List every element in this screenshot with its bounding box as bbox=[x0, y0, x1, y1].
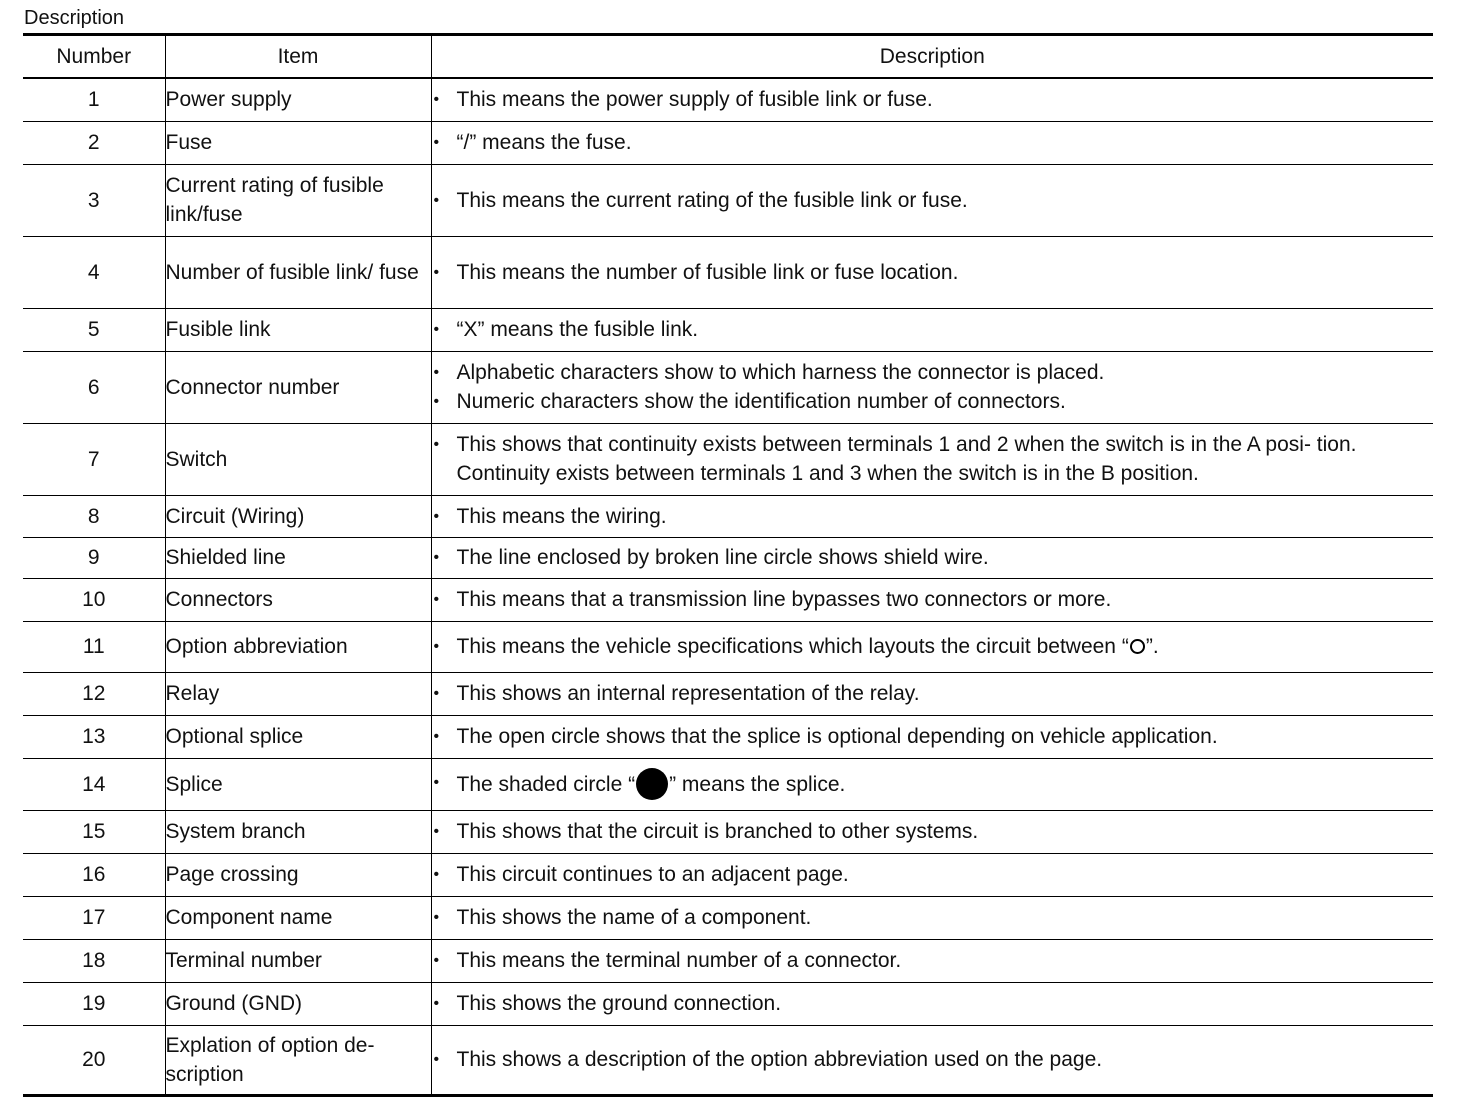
row-description bbox=[431, 578, 1433, 621]
description-bullet: • This means the terminal number of a connector. bbox=[432, 946, 1434, 975]
description-bullet: • The line enclosed by broken line circle shows shield wire. bbox=[432, 543, 1434, 572]
row-item: Explation of option de- scription bbox=[165, 1025, 431, 1095]
row-number: 3 bbox=[23, 164, 165, 236]
open-circle-icon bbox=[1130, 639, 1145, 654]
row-description bbox=[431, 1025, 1433, 1095]
row-number: 15 bbox=[23, 810, 165, 853]
header-row bbox=[23, 35, 1433, 79]
row-number: 9 bbox=[23, 537, 165, 578]
row-description bbox=[431, 810, 1433, 853]
description-text: ”. bbox=[1145, 635, 1159, 658]
row-item: Component name bbox=[165, 896, 431, 939]
table-caption: Description bbox=[24, 7, 125, 29]
table-row bbox=[23, 578, 1433, 621]
header-number: Number bbox=[23, 35, 165, 79]
row-item: Switch bbox=[165, 423, 431, 495]
row-description bbox=[431, 939, 1433, 982]
description-table bbox=[23, 33, 1433, 1097]
row-description bbox=[431, 715, 1433, 758]
description-bullet: • This means the wiring. bbox=[432, 502, 1434, 531]
description-text: ” means the splice. bbox=[669, 773, 846, 796]
description-bullet: • This means that a transmission line bypasses two connectors or more. bbox=[432, 585, 1434, 614]
table-row bbox=[23, 621, 1433, 672]
description-bullet: • This shows an internal representation of the relay. bbox=[432, 679, 1434, 708]
description-bullet: • This shows the name of a component. bbox=[432, 903, 1434, 932]
row-number: 2 bbox=[23, 121, 165, 164]
table-row bbox=[23, 715, 1433, 758]
description-bullet: • This shows the ground connection. bbox=[432, 989, 1434, 1018]
row-description bbox=[431, 672, 1433, 715]
filled-circle-icon bbox=[636, 768, 668, 800]
table-row bbox=[23, 982, 1433, 1025]
table-row bbox=[23, 1025, 1433, 1095]
row-item: Connectors bbox=[165, 578, 431, 621]
row-number: 13 bbox=[23, 715, 165, 758]
row-item: System branch bbox=[165, 810, 431, 853]
row-item: Number of fusible link/ fuse bbox=[165, 236, 431, 308]
row-number: 14 bbox=[23, 758, 165, 810]
row-item: Page crossing bbox=[165, 853, 431, 896]
row-description bbox=[431, 351, 1433, 423]
table-row bbox=[23, 758, 1433, 810]
table-row bbox=[23, 810, 1433, 853]
table-row bbox=[23, 236, 1433, 308]
description-bullet bbox=[432, 632, 1434, 661]
table-row bbox=[23, 537, 1433, 578]
table-row bbox=[23, 495, 1433, 537]
row-item: Option abbreviation bbox=[165, 621, 431, 672]
row-item: Power supply bbox=[165, 78, 431, 121]
row-description bbox=[431, 896, 1433, 939]
row-item: Shielded line bbox=[165, 537, 431, 578]
row-description bbox=[431, 236, 1433, 308]
table-row bbox=[23, 351, 1433, 423]
row-number: 1 bbox=[23, 78, 165, 121]
row-number: 6 bbox=[23, 351, 165, 423]
row-number: 7 bbox=[23, 423, 165, 495]
table-row bbox=[23, 78, 1433, 121]
row-item: Connector number bbox=[165, 351, 431, 423]
description-text: The shaded circle “ bbox=[456, 773, 636, 796]
description-bullet: • This means the power supply of fusible link or fuse. bbox=[432, 85, 1434, 114]
row-description bbox=[431, 758, 1433, 810]
row-description bbox=[431, 121, 1433, 164]
row-item: Splice bbox=[165, 758, 431, 810]
description-bullet: • “X” means the fusible link. bbox=[432, 315, 1434, 344]
row-number: 18 bbox=[23, 939, 165, 982]
description-bullet: • This shows a description of the option abbreviation used on the page. bbox=[432, 1045, 1434, 1074]
row-number: 16 bbox=[23, 853, 165, 896]
row-number: 5 bbox=[23, 308, 165, 351]
table-row bbox=[23, 896, 1433, 939]
table-row bbox=[23, 672, 1433, 715]
row-description bbox=[431, 164, 1433, 236]
description-bullet bbox=[432, 768, 1434, 800]
row-item: Fuse bbox=[165, 121, 431, 164]
description-bullet: • This circuit continues to an adjacent page. bbox=[432, 860, 1434, 889]
row-item: Ground (GND) bbox=[165, 982, 431, 1025]
row-description bbox=[431, 495, 1433, 537]
row-number: 20 bbox=[23, 1025, 165, 1095]
row-item: Terminal number bbox=[165, 939, 431, 982]
table-row bbox=[23, 423, 1433, 495]
row-description bbox=[431, 537, 1433, 578]
row-number: 17 bbox=[23, 896, 165, 939]
row-item: Optional splice bbox=[165, 715, 431, 758]
row-item: Relay bbox=[165, 672, 431, 715]
row-number: 4 bbox=[23, 236, 165, 308]
table-row bbox=[23, 121, 1433, 164]
row-description bbox=[431, 621, 1433, 672]
row-number: 19 bbox=[23, 982, 165, 1025]
description-bullet: • Alphabetic characters show to which harness the connector is placed. bbox=[432, 358, 1434, 387]
row-description bbox=[431, 308, 1433, 351]
row-description bbox=[431, 78, 1433, 121]
row-item: Circuit (Wiring) bbox=[165, 495, 431, 537]
row-number: 8 bbox=[23, 495, 165, 537]
description-bullet: • The open circle shows that the splice is optional depending on vehicle application. bbox=[432, 722, 1434, 751]
table-row bbox=[23, 164, 1433, 236]
description-text: This means the vehicle specifications which layouts the circuit between “ bbox=[456, 635, 1129, 658]
header-description: Description bbox=[431, 35, 1433, 79]
row-number: 10 bbox=[23, 578, 165, 621]
row-number: 12 bbox=[23, 672, 165, 715]
row-item: Fusible link bbox=[165, 308, 431, 351]
row-description bbox=[431, 853, 1433, 896]
description-bullet: • Numeric characters show the identification number of connectors. bbox=[432, 387, 1434, 416]
description-bullet: • This shows that continuity exists between terminals 1 and 2 when the switch is in the A posi- tion. Continuity exists between terminals 1 and 3 when the switch is in the B position. bbox=[432, 430, 1434, 488]
table-row bbox=[23, 939, 1433, 982]
description-bullet: • This means the number of fusible link or fuse location. bbox=[432, 258, 1434, 287]
row-number: 11 bbox=[23, 621, 165, 672]
row-description bbox=[431, 423, 1433, 495]
table-row bbox=[23, 308, 1433, 351]
description-bullet: • This shows that the circuit is branched to other systems. bbox=[432, 817, 1434, 846]
header-item: Item bbox=[165, 35, 431, 79]
row-item: Current rating of fusible link/fuse bbox=[165, 164, 431, 236]
row-description bbox=[431, 982, 1433, 1025]
description-bullet: • This means the current rating of the fusible link or fuse. bbox=[432, 186, 1434, 215]
table-row bbox=[23, 853, 1433, 896]
description-bullet: • “/” means the fuse. bbox=[432, 128, 1434, 157]
